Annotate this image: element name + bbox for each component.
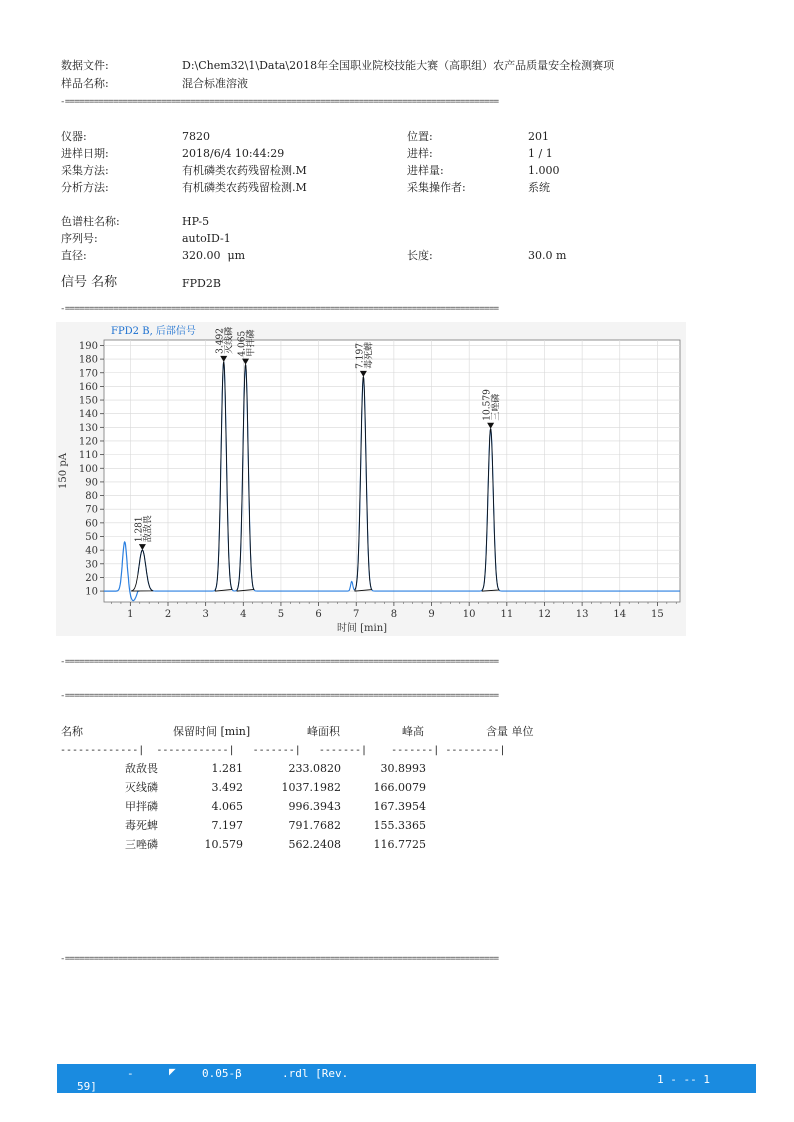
- serial-label: 序列号:: [61, 232, 98, 245]
- column-name-value: HP-5: [182, 215, 210, 228]
- sample-name-value: 混合标准溶液: [182, 77, 248, 90]
- peak-name-label: 敌敌畏: [143, 515, 154, 543]
- cell-height: 155.3365: [373, 819, 426, 832]
- y-tick-label: 70: [85, 504, 98, 516]
- y-tick-label: 110: [78, 450, 98, 462]
- x-tick-label: 14: [613, 609, 627, 620]
- x-tick-label: 11: [500, 609, 514, 620]
- data-file-label: 数据文件:: [61, 59, 109, 72]
- cell-height: 166.0079: [373, 781, 426, 794]
- cell-retention: 3.492: [211, 781, 243, 794]
- peak-rt-label: 4.065: [237, 330, 248, 357]
- y-tick-label: 120: [78, 436, 98, 448]
- table-header-rule: -------------| ------------| -------| -------| -------| ---------|: [60, 745, 506, 756]
- x-tick-label: 1: [127, 609, 134, 620]
- inject-volume-label: 进样量:: [407, 164, 444, 177]
- injection-value: 1 / 1: [528, 147, 553, 160]
- cell-area: 996.3943: [288, 800, 341, 813]
- cell-retention: 7.197: [211, 819, 243, 832]
- x-axis-title: 时间 [min]: [336, 623, 388, 634]
- peak-rt-label: 7.197: [355, 343, 366, 369]
- inject-date-value: 2018/6/4 10:44:29: [182, 147, 285, 160]
- footer-text-2: 0.05-β: [202, 1067, 242, 1080]
- length-label: 长度:: [407, 249, 433, 262]
- data-file-path: D:\Chem32\1\Data\2018年全国职业院校技能大赛（高职组）农产品质量安全检测赛项: [182, 59, 615, 72]
- position-label: 位置:: [407, 130, 433, 143]
- x-tick-label: 8: [390, 609, 398, 620]
- col-header-name: 名称: [61, 725, 83, 738]
- y-tick-label: 150: [78, 395, 98, 407]
- y-axis-title: 150 pA: [58, 453, 69, 489]
- signal-label: 信号 名称: [61, 275, 118, 290]
- separator-line: -==========================================================================================: [60, 97, 499, 107]
- col-header-area: 峰面积: [307, 725, 340, 738]
- cell-name: 毒死蜱: [125, 819, 158, 832]
- peak-rt-label: 1.281: [134, 516, 145, 543]
- separator-line: -==========================================================================================: [60, 954, 499, 964]
- x-tick-label: 15: [651, 609, 664, 620]
- serial-value: autoID-1: [182, 232, 231, 245]
- peak-rt-label: 10.579: [482, 389, 493, 421]
- y-tick-label: 140: [78, 409, 98, 421]
- injection-label: 进样:: [407, 147, 433, 160]
- cell-name: 甲拌磷: [125, 800, 158, 813]
- analysis-method-label: 分析方法:: [61, 181, 109, 194]
- column-name-label: 色谱柱名称:: [61, 215, 120, 228]
- x-tick-label: 9: [428, 609, 435, 620]
- footer-page: 1 - -- 1: [657, 1073, 710, 1086]
- x-tick-label: 4: [240, 609, 247, 620]
- y-tick-label: 190: [78, 340, 98, 352]
- cell-name: 敌敌畏: [125, 762, 158, 775]
- x-tick-label: 6: [315, 609, 322, 620]
- instrument-value: 7820: [182, 130, 210, 143]
- y-tick-label: 60: [85, 518, 98, 530]
- footer-text-3: .rdl [Rev.: [282, 1067, 349, 1080]
- y-tick-label: 160: [78, 381, 98, 393]
- footer-bar: [57, 1064, 756, 1093]
- cell-area: 562.2408: [288, 838, 341, 851]
- peak-name-label: 甲拌磷: [246, 329, 257, 357]
- col-header-retention: 保留时间 [min]: [173, 725, 251, 738]
- cell-name: 三唑磷: [125, 838, 158, 851]
- y-tick-label: 180: [78, 354, 98, 366]
- y-tick-label: 130: [78, 422, 98, 434]
- y-tick-label: 10: [85, 586, 98, 598]
- y-tick-label: 40: [85, 545, 98, 557]
- sample-name-label: 样品名称:: [61, 77, 109, 90]
- chromatogram-chart: [56, 322, 686, 636]
- x-tick-label: 3: [202, 609, 209, 620]
- x-tick-label: 7: [353, 609, 360, 620]
- x-tick-label: 2: [164, 609, 172, 620]
- cell-area: 233.0820: [288, 762, 341, 775]
- col-header-height: 峰高: [402, 725, 424, 738]
- peak-name-label: 灭线磷: [224, 326, 235, 354]
- inject-volume-value: 1.000: [528, 164, 560, 177]
- acq-method-value: 有机磷类农药残留检测.M: [182, 164, 307, 177]
- y-tick-label: 50: [85, 532, 98, 543]
- footer-text-4: 59]: [77, 1080, 97, 1093]
- x-tick-label: 13: [575, 609, 589, 620]
- footer-mark: ◤: [169, 1065, 176, 1078]
- y-tick-label: 80: [85, 491, 98, 503]
- analysis-method-value: 有机磷类农药残留检测.M: [182, 181, 307, 194]
- y-tick-label: 100: [78, 463, 98, 475]
- diameter-value: 320.00 μm: [182, 249, 246, 262]
- operator-value: 系统: [528, 181, 550, 194]
- length-value: 30.0 m: [528, 249, 567, 262]
- diameter-label: 直径:: [61, 249, 87, 262]
- x-tick-label: 5: [277, 609, 285, 620]
- footer-text-1: -: [127, 1067, 134, 1080]
- separator-line: -==========================================================================================: [60, 657, 499, 667]
- signal-value: FPD2B: [182, 277, 221, 290]
- cell-retention: 10.579: [204, 838, 243, 851]
- inject-date-label: 进样日期:: [61, 147, 109, 160]
- peak-name-label: 毒死蜱: [364, 341, 375, 369]
- cell-retention: 1.281: [211, 762, 243, 775]
- acq-method-label: 采集方法:: [61, 164, 109, 177]
- separator-line: -==========================================================================================: [60, 304, 499, 314]
- y-tick-label: 170: [78, 368, 98, 380]
- operator-label: 采集操作者:: [407, 181, 466, 194]
- y-tick-label: 90: [85, 477, 98, 489]
- cell-height: 116.7725: [373, 838, 426, 851]
- col-header-content-unit: 含量 单位: [486, 725, 534, 738]
- peak-rt-label: 3.492: [215, 328, 226, 354]
- chart-title: FPD2 B, 后部信号: [111, 326, 196, 337]
- y-tick-label: 20: [85, 572, 98, 584]
- y-tick-label: 30: [85, 559, 98, 571]
- x-tick-label: 10: [462, 609, 476, 620]
- cell-retention: 4.065: [211, 800, 243, 813]
- cell-height: 167.3954: [373, 800, 426, 813]
- cell-name: 灭线磷: [125, 781, 158, 794]
- peak-name-label: 三唑磷: [491, 393, 502, 421]
- separator-line: -==========================================================================================: [60, 691, 499, 701]
- x-tick-label: 12: [538, 609, 551, 620]
- plot-area: [104, 340, 680, 602]
- cell-height: 30.8993: [380, 762, 426, 775]
- cell-area: 1037.1982: [281, 781, 341, 794]
- instrument-label: 仪器:: [61, 130, 87, 143]
- cell-area: 791.7682: [288, 819, 341, 832]
- position-value: 201: [528, 130, 549, 143]
